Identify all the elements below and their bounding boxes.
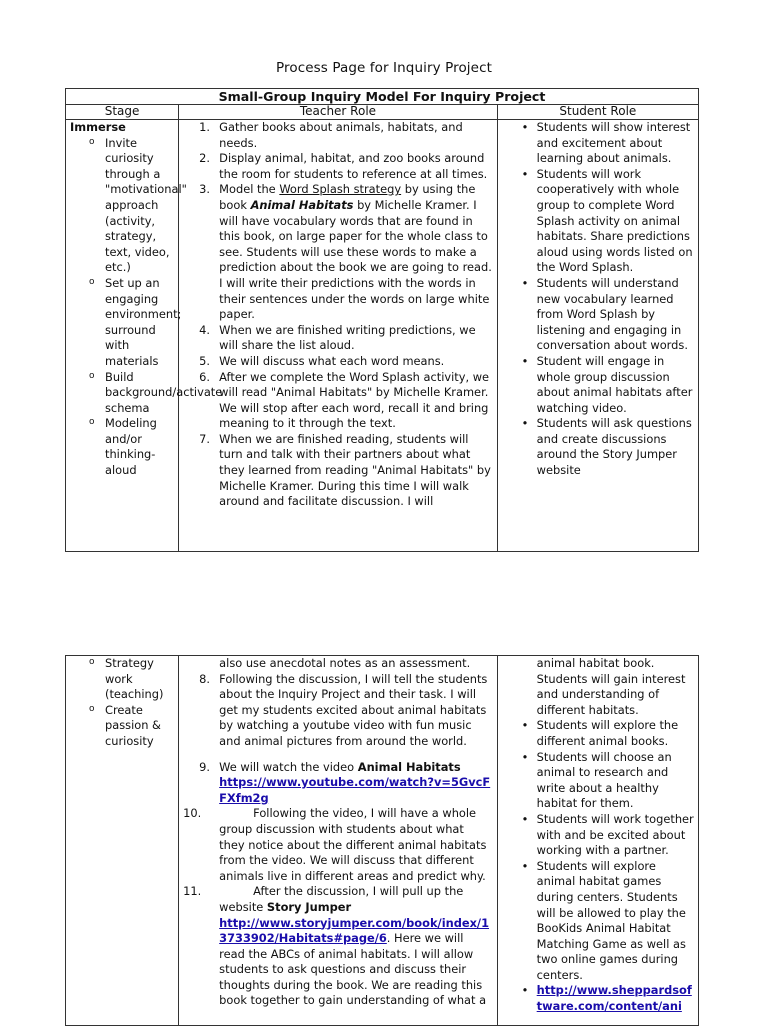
- student-item-continued: animal habitat book. Students will gain interest and understanding of different habitats.: [536, 656, 686, 717]
- stage-list: [66, 135, 223, 479]
- teacher-step: 11. After the discussion, I will pull up the website Story Jumper http://www.storyjumper.com/book/index/13733902/Habitats#page/6. Here we will read the ABCs of animal habitats. I will allow students to ask questions and discuss their thoughts during the book. We are reading this book together to gain understanding of what a: [183, 884, 490, 1008]
- stage-item: o Set up an engaging environment; surround with materials: [66, 276, 178, 370]
- student-item: • Students will understand new vocabulary learned from Word Splash by listening and engaging in conversation about words.: [498, 276, 698, 354]
- teacher-step: 6. After we complete the Word Splash activity, we will read "Animal Habitats" by Michelle Kramer. We will stop after each word, recall it and bring meaning to it through the text.: [199, 369, 490, 431]
- stage-list: [66, 656, 178, 750]
- student-item: • Students will ask questions and create discussions around the Story Jumper website: [498, 416, 698, 478]
- page-title: Process Page for Inquiry Project: [276, 60, 492, 76]
- stage-cell: [66, 120, 223, 552]
- book-title: Animal Habitats: [250, 197, 354, 212]
- student-item: • Students will show interest and excitement about learning about animals.: [498, 120, 698, 167]
- teacher-step: 2. Display animal, habitat, and zoo books around the room for students to reference at all times.: [199, 151, 488, 181]
- student-item: [498, 983, 698, 1014]
- storyjumper-link[interactable]: http://www.storyjumper.com/book/index/13733902/Habitats#page/6: [219, 915, 490, 946]
- student-role-cell: [497, 120, 698, 552]
- teacher-steps: [179, 120, 497, 510]
- sheppard-software-link[interactable]: http://www.sheppardsoftware.com/content/ani: [536, 983, 692, 1014]
- teacher-step: 5. We will discuss what each word means.: [199, 353, 445, 368]
- teacher-step: 7. When we are finished reading, students will turn and talk with their partners about what they learned from reading "Animal Habitats" by Michelle Kramer. During this time I will walk around and facilitate discussion. I will: [199, 431, 491, 509]
- student-item: • Student will engage in whole group discussion about animal habitats after watching video.: [498, 354, 698, 416]
- stage-cell-continued: [66, 656, 179, 1026]
- teacher-steps: [179, 672, 497, 750]
- student-item: • Students will work together with and be excited about working with a partner.: [498, 812, 698, 859]
- teacher-step-continued: also use anecdotal notes as an assessment.: [219, 656, 471, 670]
- teacher-step: 10. Following the video, I will have a whole group discussion with students about what they notice about the different animal habitats from the video. We will discuss that different animals live in different areas and predict why.: [183, 806, 487, 883]
- teacher-step: 8. Following the discussion, I will tell the students about the Inquiry Project and their task. I will get my students excited about animal habitats by watching a youtube video with fun music and animal pictures from around the world.: [199, 671, 488, 748]
- teacher-role-cell: [179, 120, 498, 552]
- word-splash-link[interactable]: Word Splash strategy: [279, 182, 402, 197]
- stage-item: o Create passion & curiosity: [66, 703, 178, 750]
- student-item: • Students will work cooperatively with whole group to complete Word Splash activity on animal habitats. Share predictions aloud using words listed on the Word Splash.: [498, 167, 698, 276]
- student-list: [498, 718, 698, 1014]
- student-role-cell-continued: [497, 656, 698, 1026]
- teacher-step: 9. We will watch the video Animal Habitats https://www.youtube.com/watch?v=5GvcFFXfm2g: [199, 759, 491, 805]
- header-teacher-role: Teacher Role: [179, 105, 498, 120]
- teacher-step: 1. Gather books about animals, habitats, and needs.: [199, 120, 463, 150]
- stage-item: o Strategy work (teaching): [66, 656, 178, 703]
- stage-item: o Invite curiosity through a "motivational" approach (activity, strategy, text, video, etc.): [66, 136, 178, 276]
- inquiry-table-part-1: [65, 88, 699, 552]
- header-student-role: Student Role: [497, 105, 698, 120]
- student-item: • Students will explore animal habitat games during centers. Students will be allowed to play the BooKids Animal Habitat Matching Game as well as two online games during centers.: [498, 859, 698, 984]
- teacher-steps: [179, 760, 497, 1010]
- stage-item: o Modeling and/or thinking-aloud: [66, 416, 178, 478]
- stage-name: Immerse: [70, 120, 126, 134]
- student-item: • Students will explore the different animal books.: [498, 718, 698, 749]
- student-item: • Students will choose an animal to research and write about a healthy habitat for them.: [498, 750, 698, 812]
- table-title: Small-Group Inquiry Model For Inquiry Project: [66, 89, 699, 105]
- teacher-step: 3. Model the Word Splash strategy by using the book Animal Habitats by Michelle Kramer. I will have vocabulary words that are found in this book, on large paper for the whole class to see. Students will use these words to make a prediction about the book we are going to read. I will write their predictions with the words in their sentences under the words on large white paper.: [199, 182, 492, 322]
- youtube-link[interactable]: https://www.youtube.com/watch?v=5GvcFFXfm2g: [219, 775, 491, 805]
- teacher-role-cell-continued: [179, 656, 498, 1026]
- stage-item: o Build background/activate schema: [66, 370, 178, 417]
- header-stage: Stage: [66, 105, 179, 120]
- inquiry-table-part-2: [65, 655, 699, 1026]
- teacher-step: 4. When we are finished writing predictions, we will share the list aloud.: [199, 322, 476, 353]
- student-list: [498, 120, 698, 479]
